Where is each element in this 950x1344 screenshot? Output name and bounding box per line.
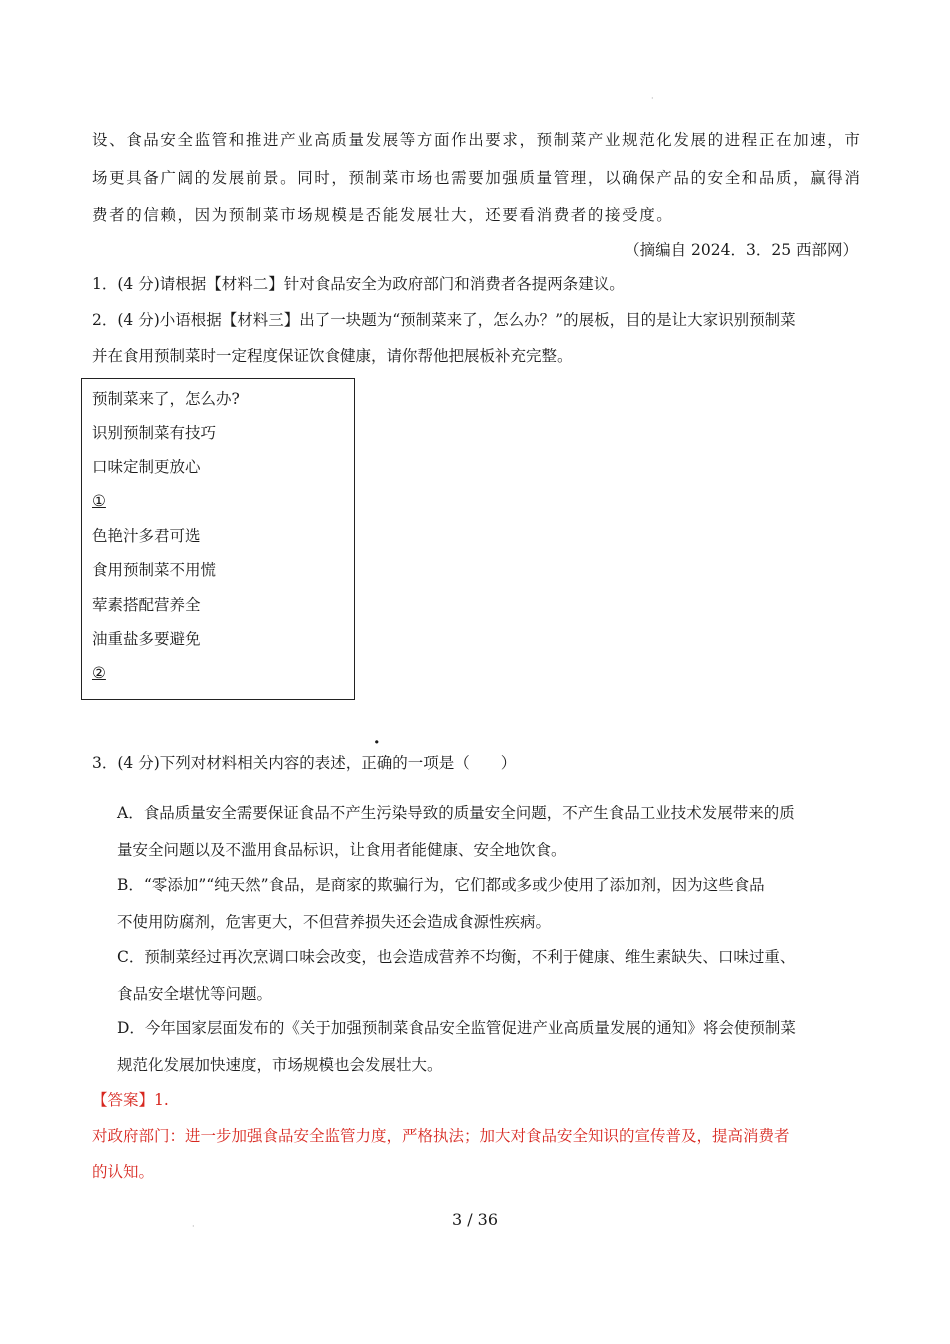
board-item-3: 色艳汁多君可选 [92, 527, 201, 545]
option-b-line-1: B．“零添加”“纯天然”食品，是商家的欺骗行为，它们都或多或少使用了添加剂，因为这些食品 [117, 876, 765, 894]
scan-dot-top: · [651, 94, 654, 103]
question-3-emphasis: 正确 [361, 754, 393, 772]
board-blank-2: ② [92, 664, 106, 682]
board-item-6: 油重盐多要避免 [92, 630, 201, 648]
question-3-prefix: 3．(4 分)下列对材料相关内容的表述， [92, 754, 362, 772]
question-1: 1．(4 分)请根据【材料二】针对食品安全为政府部门和消费者各提两条建议。 [92, 275, 625, 293]
page-number: 3 / 36 [451, 1210, 499, 1229]
question-2-line-2: 并在食用预制菜时一定程度保证饮食健康，请你帮他把展板补充完整。 [92, 347, 573, 365]
question-2-line-1: 2．(4 分)小语根据【材料三】出了一块题为“预制菜来了，怎么办？”的展板，目的是让大家识别预制菜 [92, 311, 796, 329]
board-item-4: 食用预制菜不用慌 [92, 561, 217, 579]
board-item-1: 识别预制菜有技巧 [92, 424, 217, 442]
answer-line-1: 对政府部门：进一步加强食品安全监管力度，严格执法；加大对食品安全知识的宣传普及，提高消费者 [92, 1127, 790, 1145]
board-item-2: 口味定制更放心 [92, 458, 201, 476]
material-line-2: 场更具备广阔的发展前景。同时，预制菜市场也需要加强质量管理，以确保产品的安全和品质，赢得消 [92, 169, 862, 187]
board-blank-1: ① [92, 492, 106, 510]
option-d-line-2: 规范化发展加快速度，市场规模也会发展壮大。 [117, 1056, 443, 1074]
question-3 [92, 753, 516, 773]
option-a-line-2: 量安全问题以及不滥用食品标识，让食用者能健康、安全地饮食。 [117, 841, 567, 859]
material-line-3: 费者的信赖，因为预制菜市场规模是否能发展壮大，还要看消费者的接受度。 [92, 206, 674, 224]
answer-label: 【答案】1. [92, 1091, 169, 1109]
display-board [81, 378, 355, 700]
board-title: 预制菜来了，怎么办? [92, 390, 240, 408]
option-b-line-2: 不使用防腐剂，危害更大，不但营养损失还会造成食源性疾病。 [117, 913, 552, 931]
board-item-5: 荤素搭配营养全 [92, 596, 201, 614]
answer-line-2: 的认知。 [92, 1163, 155, 1181]
option-d-line-1: D．今年国家层面发布的《关于加强预制菜食品安全监管促进产业高质量发展的通知》将会使预制菜 [117, 1019, 796, 1037]
question-3-suffix: 的一项是（ ） [392, 754, 517, 772]
material-line-1: 设、食品安全监管和推进产业高质量发展等方面作出要求，预制菜产业规范化发展的进程正在加速，市 [92, 131, 862, 149]
scan-dot-bottom: · [192, 1222, 195, 1231]
option-a-line-1: A．食品质量安全需要保证食品不产生污染导致的质量安全问题，不产生食品工业技术发展带来的质 [117, 804, 795, 822]
material-source: （摘编自 2024．3．25 西部网） [624, 241, 858, 259]
option-c-line-2: 食品安全堪忧等问题。 [117, 985, 273, 1003]
option-c-line-1: C．预制菜经过再次烹调口味会改变，也会造成营养不均衡，不利于健康、维生素缺失、口味过重、 [117, 948, 796, 966]
